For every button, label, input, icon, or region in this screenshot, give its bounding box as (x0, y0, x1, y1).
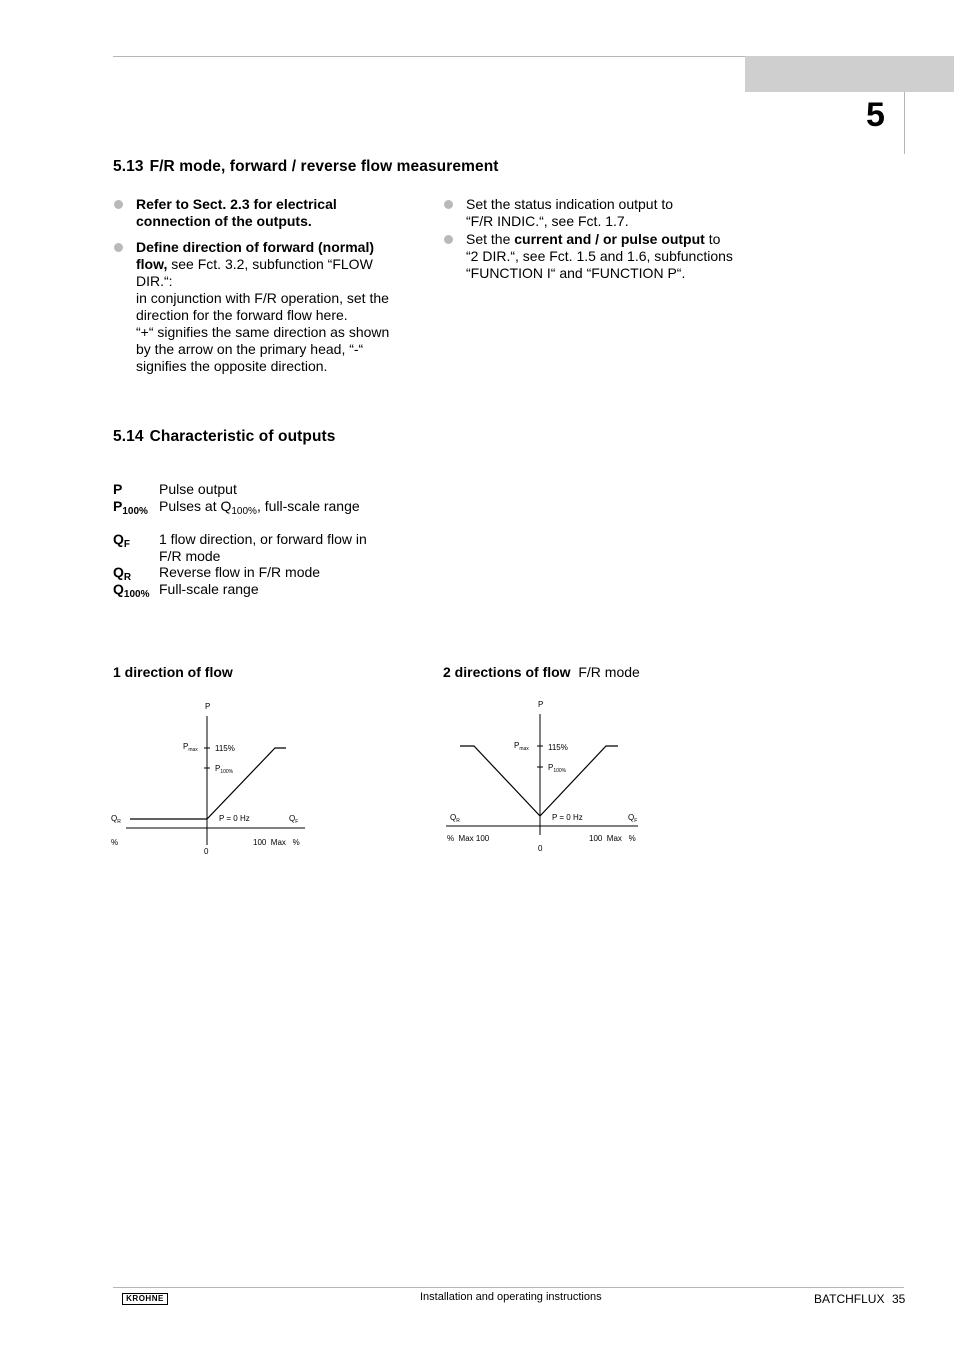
section-number: 5.13 (113, 158, 144, 175)
bullet-text: DIR.“: (136, 273, 173, 289)
bullet-text-line (466, 231, 763, 248)
qr-symbol: Q (450, 813, 457, 822)
definition-text: 1 flow direction, or forward flow in F/R mode (159, 531, 367, 564)
p100-label (215, 764, 234, 775)
term-subscript: F (123, 539, 130, 550)
bullet-text: direction for the forward flow here. (136, 307, 348, 323)
pmax-subscript: max (519, 746, 529, 752)
diagram-heading-bold: 2 directions of flow (443, 664, 571, 680)
term-subscript: R (123, 572, 132, 583)
p100-symbol: P (215, 764, 221, 773)
qr-subscript: R (117, 819, 121, 825)
p-axis-label: P (205, 702, 211, 711)
diagram-2-two-directions (440, 690, 650, 860)
diagram-heading-suffix: F/R mode (578, 664, 640, 680)
section-number: 5.14 (113, 428, 144, 445)
footer-page-number: 35 (892, 1292, 906, 1306)
footer-rule (113, 1287, 904, 1288)
definition-text (159, 498, 399, 520)
bullet-text: see Fct. 3.2, subfunction “FLOW (167, 256, 373, 272)
bullet-text: Set the status indication output to (466, 196, 674, 212)
chapter-rule (904, 92, 905, 154)
qf-subscript: F (295, 819, 299, 825)
p100-subscript: 100% (553, 768, 567, 774)
definition-text: Pulse output (159, 481, 237, 497)
pmax-label (514, 741, 529, 752)
section-title: Characteristic of outputs (149, 428, 336, 445)
pct-115-label: 115% (548, 743, 568, 752)
bullet-bold-text: flow, (136, 256, 168, 272)
qr-label (450, 813, 460, 824)
x-right-label: 100 Max % (253, 838, 300, 847)
zero-label: 0 (204, 847, 209, 856)
left-bullet-column (113, 196, 413, 384)
bullet-text-line (136, 256, 413, 273)
p100-label (548, 763, 567, 774)
bullet-text: in conjunction with F/R operation, set the (136, 290, 389, 306)
term-symbol: Q (113, 531, 124, 547)
text-part: , full-scale range (256, 498, 360, 514)
x-right-label: 100 Max % (589, 834, 636, 843)
output-characteristic-line (460, 746, 618, 816)
bullet-text: “F/R INDIC.“, see Fct. 1.7. (466, 213, 629, 229)
bullet-text: signifies the opposite direction. (136, 358, 328, 374)
qr-symbol: Q (111, 814, 118, 823)
definition-term (113, 531, 130, 553)
bullet-dot-icon (114, 243, 123, 252)
p-axis-label: P (538, 700, 544, 709)
section-title: F/R mode, forward / reverse flow measurement (149, 158, 499, 175)
diagram-1-one-direction (100, 690, 330, 865)
zero-label: 0 (538, 844, 543, 853)
diagram-1-heading: 1 direction of flow (113, 664, 233, 680)
bullet-text: by the arrow on the primary head, “-“ (136, 341, 364, 357)
bullet-bold-text: current and / or pulse output (514, 231, 705, 247)
qf-label (628, 813, 637, 824)
bullet-text: to (704, 231, 721, 247)
term-symbol: P (113, 498, 123, 514)
pmax-subscript: max (188, 747, 198, 753)
p-zero-hz-label: P = 0 Hz (219, 814, 250, 823)
bullet-dot-icon (444, 235, 453, 244)
text-part: Pulses at Q (159, 498, 232, 514)
bullet-item (113, 196, 413, 230)
section-5-14-heading (113, 428, 336, 446)
bullet-text: Define direction of forward (normal) (136, 239, 375, 255)
header-rule (113, 56, 745, 57)
bullet-text: Refer to Sect. 2.3 for electrical (136, 196, 337, 212)
bullet-text: “FUNCTION I“ and “FUNCTION P“. (466, 265, 686, 281)
bullet-text: Set the (466, 231, 515, 247)
footer-center-text: Installation and operating instructions (420, 1291, 602, 1303)
chapter-tab (745, 56, 954, 92)
pmax-symbol: P (514, 741, 520, 750)
definition-term (113, 481, 122, 498)
term-subscript: 100% (122, 506, 148, 517)
bullet-dot-icon (114, 200, 123, 209)
x-left-label: % (111, 838, 119, 847)
chapter-number: 5 (866, 96, 885, 134)
bullet-item (443, 231, 763, 282)
footer-product: BATCHFLUX (814, 1292, 885, 1306)
bullet-text: “+“ signifies the same direction as shown (136, 324, 390, 340)
term-symbol: P (113, 481, 123, 497)
bullet-dot-icon (444, 200, 453, 209)
bullet-text: “2 DIR.“, see Fct. 1.5 and 1.6, subfunctions (466, 248, 733, 264)
bullet-item (443, 196, 763, 230)
qf-label (289, 814, 298, 825)
pmax-label (183, 742, 198, 753)
qr-subscript: R (456, 818, 460, 824)
definition-term (113, 581, 149, 603)
pct-115-label: 115% (215, 744, 235, 753)
qf-symbol: Q (628, 813, 635, 822)
bullet-text: connection of the outputs. (136, 213, 312, 229)
p-zero-hz-label: P = 0 Hz (552, 813, 583, 822)
krohne-logo: KROHNE (122, 1293, 168, 1305)
x-left-label: % Max 100 (447, 834, 490, 843)
definition-text: Reverse flow in F/R mode (159, 564, 321, 580)
definition-text: Full-scale range (159, 581, 259, 597)
qf-subscript: F (634, 818, 638, 824)
qf-symbol: Q (289, 814, 296, 823)
output-characteristic-line (130, 748, 286, 819)
p100-subscript: 100% (220, 769, 234, 775)
term-symbol: Q (113, 581, 124, 597)
qr-label (111, 814, 121, 825)
p100-symbol: P (548, 763, 554, 772)
right-bullet-column (443, 196, 763, 291)
diagram-2-heading (443, 664, 640, 680)
definition-term (113, 498, 148, 520)
text-subscript: 100% (231, 506, 257, 517)
bullet-item (113, 239, 413, 375)
term-symbol: Q (113, 564, 124, 580)
term-subscript: 100% (123, 589, 150, 600)
section-5-13-heading (113, 158, 499, 176)
pmax-symbol: P (183, 742, 189, 751)
